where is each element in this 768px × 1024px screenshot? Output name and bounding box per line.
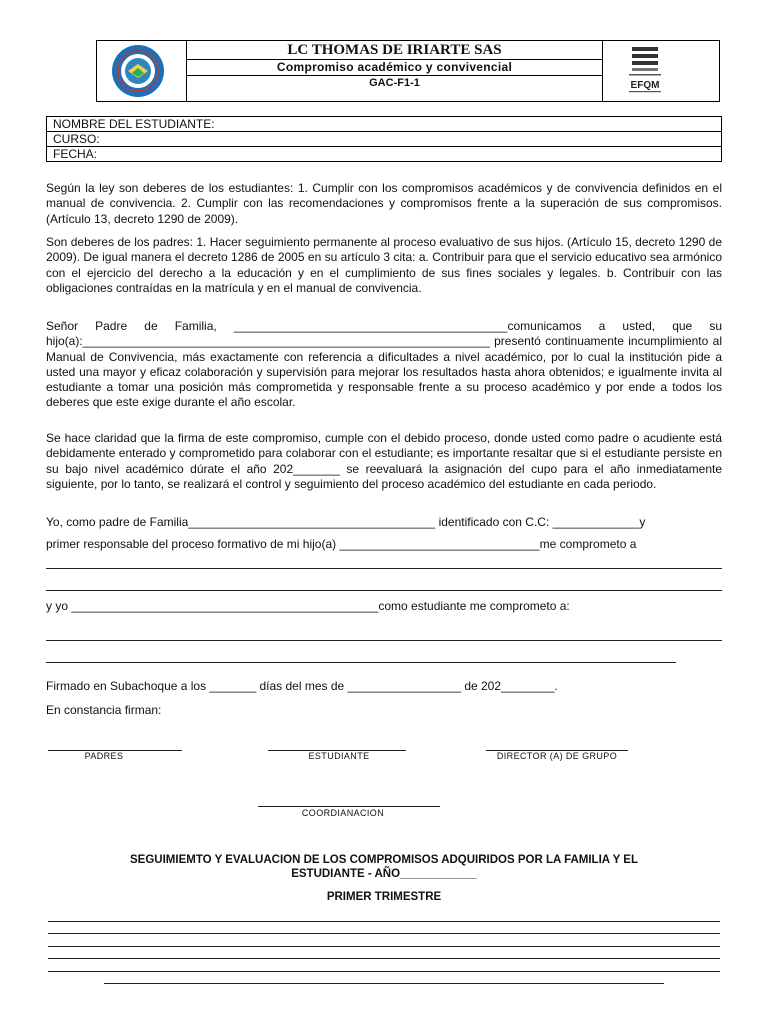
responsible-line: primer responsable del proceso formativo de mi hijo(a) ______________________________me comprometo a [46,537,637,551]
student-commitment-line: y yo ______________________________________________como estudiante me comprometo a: [46,599,570,613]
document-code: GAC-F1-1 [369,77,420,89]
date-field[interactable]: FECHA: [53,147,98,161]
student-signature-label: ESTUDIANTE [308,751,370,761]
document-header [96,40,720,102]
school-seal-icon [111,44,165,98]
student-info-table [46,116,722,162]
parent-commitment-rule-1[interactable] [46,568,722,569]
director-signature-label: DIRECTOR (A) DE GRUPO [496,751,618,761]
witness-line: En constancia firman: [46,703,162,717]
header-title-block [187,41,602,101]
followup-title-line-2: ESTUDIANTE - AÑO____________ [291,868,477,880]
parent-commitment-line: Yo, como padre de Familia_____________________________________ identificado con C.C: _____________y [46,515,646,529]
document-subtitle: Compromiso académico y convivencial [187,60,602,76]
parents-signature-label: PADRES [84,751,124,761]
student-commitment-rule-2[interactable] [46,662,676,663]
followup-period: PRIMER TRIMESTRE [326,891,442,903]
followup-title-line-1: SEGUIMIEMTO Y EVALUACION DE LOS COMPROMISOS ADQUIRIDOS POR LA FAMILIA Y EL [130,854,638,866]
due-process-paragraph: Se hace claridad que la firma de este compromiso, cumple con el debido proceso, donde usted como padre o acudiente está debidamente enterado y comprometido para colaborar con el estudiante; es importante resaltar que si el estudiante persiste en su bajo nivel académico dúrate el año 202_______ se reevaluará la asignación del cupo para el año inmediatamente siguiente, por lo tanto, se realizará el control y seguimiento del proceso académico del estudiante en cada periodo. [46,431,722,491]
coordination-signature-line[interactable] [258,806,440,807]
parents-duties-paragraph: Son deberes de los padres: 1. Hacer seguimiento permanente al proceso evaluativo de sus hijos. (Artículo 15, decreto 1290 de 2009). De igual manera el decreto 1286 de 2005 en su artículo 3 cita: a. Contribuir para que el servicio educativo sea armónico con el ejercicio del derecho a la educación y en el cumplimiento de sus fines sociales y legales. b. Contribuir con las obligaciones contraídas en la matrícula y en el manual de convivencia. [46,235,722,295]
signed-place-line: Firmado en Subachoque a los _______ días del mes de _________________ de 202________. [46,679,558,693]
student-name-field[interactable]: NOMBRE DEL ESTUDIANTE: [47,117,721,132]
followup-rule-2[interactable] [48,933,720,934]
followup-rule-5[interactable] [48,971,720,972]
coordination-signature-label: COORDIANACION [301,808,385,818]
notice-paragraph: Señor Padre de Familia, _________________________________________comunicamos a usted, que su hijo(a):_____________________________________________________________ presentó continuamente incumplimiento al Manual de Convivencia, más exactamente con referencia a dificultades a nivel académico, por lo cual la institución pide a usted una mayor y eficaz colaboración y supervisión para mejorar los resultados hasta ahora obtenidos; e igualmente invita al estudiante a tomar una posición más comprometida y responsable frente a su proceso académico y por ende a todos los deberes que este exige durante el año escolar. [46,319,722,410]
followup-rule-3[interactable] [48,946,720,947]
svg-text:EFQM: EFQM [630,80,660,91]
logo-cell [97,41,187,101]
school-name: LC THOMAS DE IRIARTE SAS [187,41,602,60]
student-commitment-rule-1[interactable] [46,640,722,641]
followup-rule-1[interactable] [48,921,720,922]
course-field[interactable]: CURSO: [47,132,721,147]
students-duties-paragraph: Según la ley son deberes de los estudiantes: 1. Cumplir con los compromisos académicos y de convivencia definidos en el manual de convivencia. 2. Cumplir con las recomendaciones y compromisos frente a la superación de sus compromisos. (Artículo 13, decreto 1290 de 2009). [46,181,722,226]
parent-commitment-rule-2[interactable] [46,590,722,591]
followup-rule-6[interactable] [104,983,664,984]
efqm-logo-icon [623,45,667,97]
certification-cell [602,41,719,101]
followup-rule-4[interactable] [48,958,720,959]
